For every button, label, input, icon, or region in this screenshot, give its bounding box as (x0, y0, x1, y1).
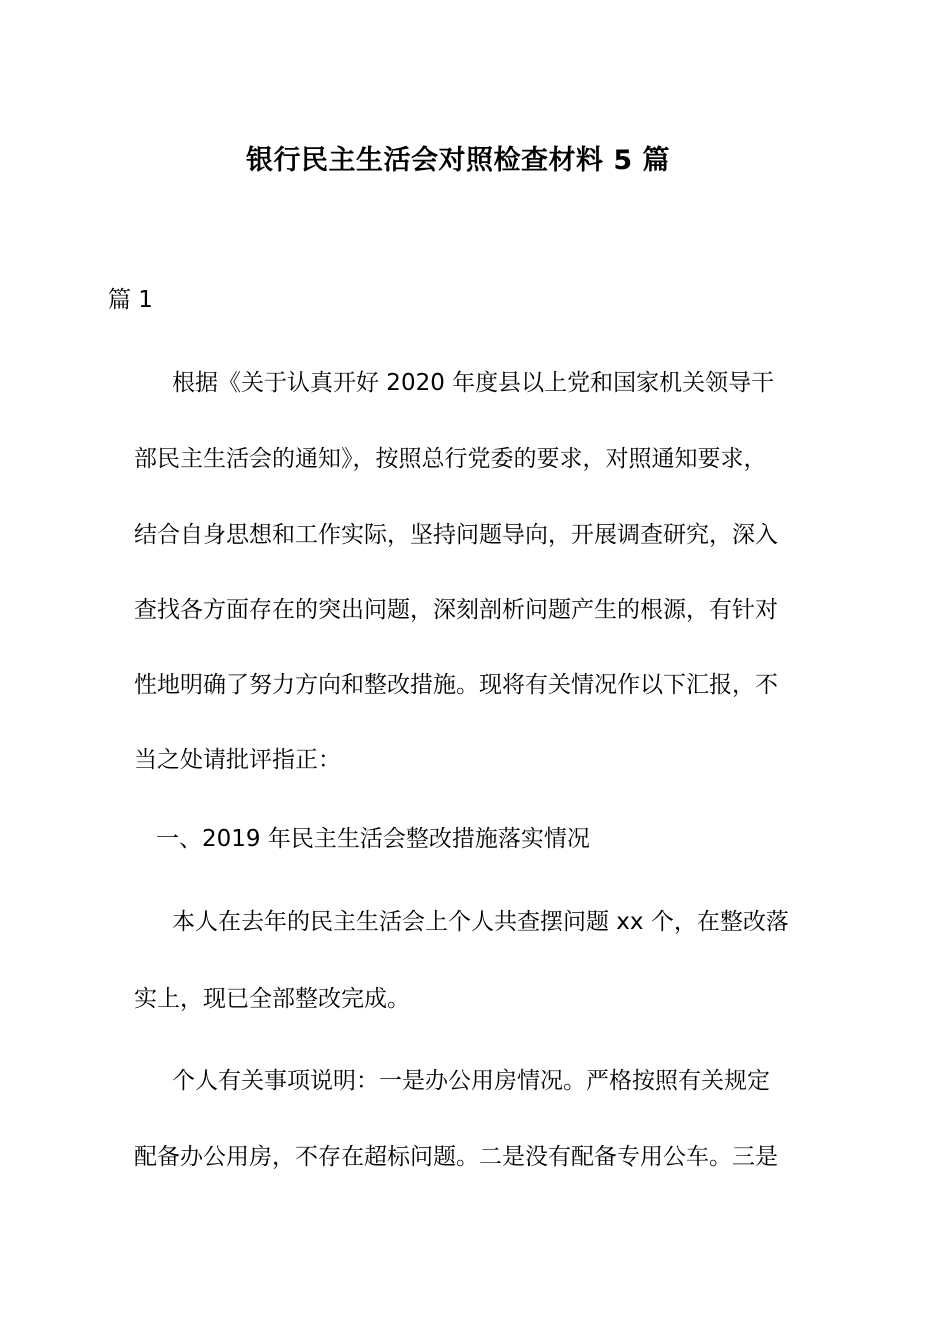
paragraph-line: 配备办公用房，不存在超标问题。二是没有配备专用公车。三是 (134, 1144, 778, 1170)
paragraph-line: 本人在去年的民主生活会上个人共查摆问题 xx 个，在整改落 (172, 909, 789, 935)
paragraph-line: 结合自身思想和工作实际，坚持问题导向，开展调查研究，深入 (134, 522, 778, 548)
paragraph-line: 根据《关于认真开好 2020 年度县以上党和国家机关领导干 (172, 370, 775, 396)
paragraph-line: 查找各方面存在的突出问题，深刻剖析问题产生的根源，有针对 (134, 597, 778, 623)
section-label: 篇 1 (108, 287, 153, 313)
paragraph-line: 部民主生活会的通知》，按照总行党委的要求，对照通知要求， (134, 446, 767, 472)
paragraph-line: 个人有关事项说明：一是办公用房情况。严格按照有关规定 (172, 1068, 770, 1094)
paragraph-line: 性地明确了努力方向和整改措施。现将有关情况作以下汇报，不 (134, 672, 778, 698)
section-heading: 一、2019 年民主生活会整改措施落实情况 (156, 826, 590, 852)
document-title: 银行民主生活会对照检查材料 5 篇 (245, 145, 671, 176)
paragraph-line: 当之处请批评指正： (134, 747, 341, 773)
paragraph-line: 实上，现已全部整改完成。 (134, 986, 410, 1012)
